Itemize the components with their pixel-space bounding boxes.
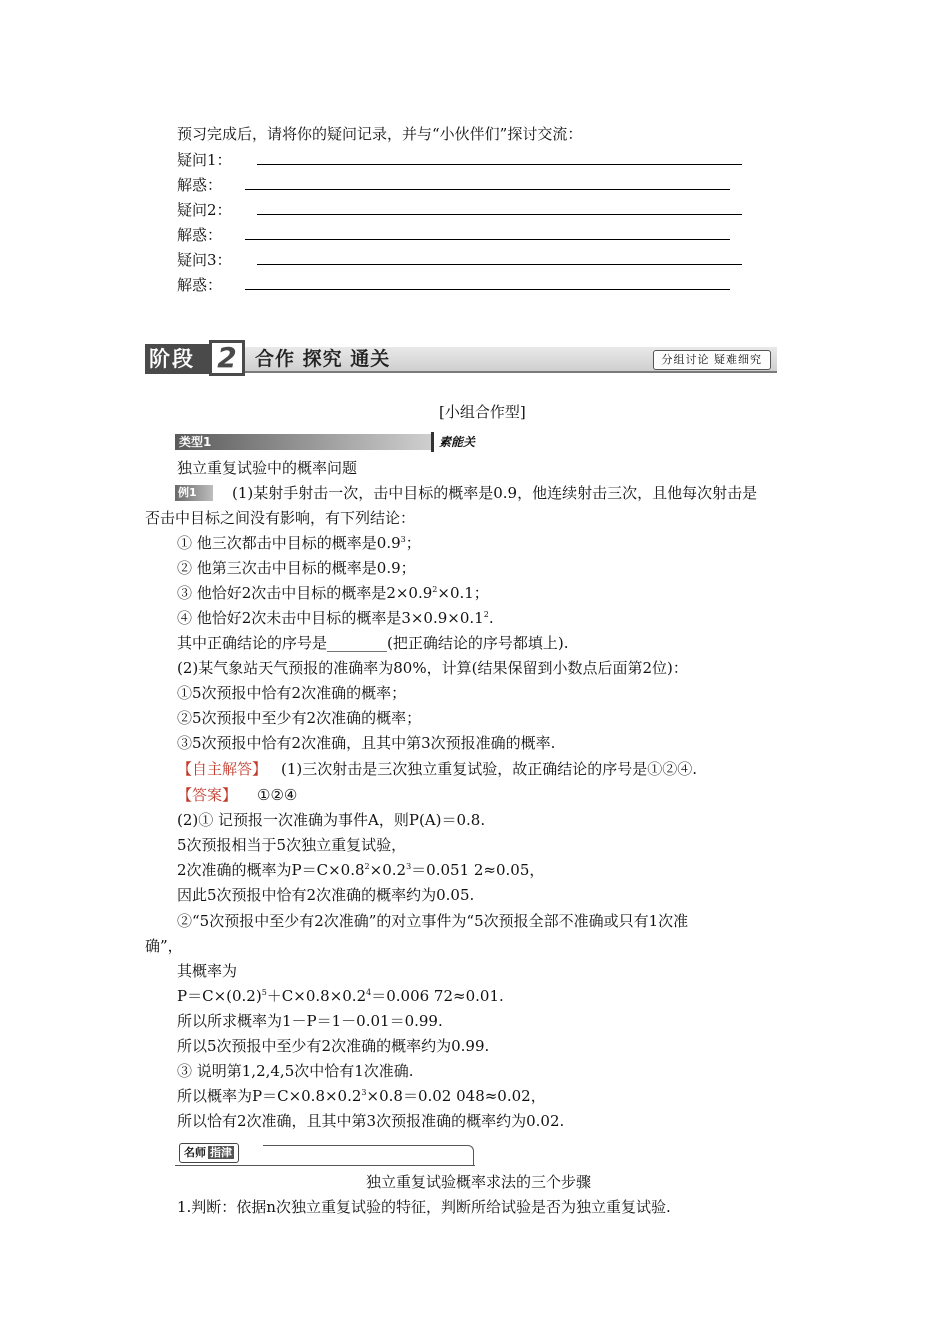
answer-label-2: 解惑： <box>177 226 223 244</box>
conclusion-1-exponent: 3 <box>400 535 406 544</box>
solution-line-3-exp1: 2 <box>364 862 370 871</box>
solution-line-9: 所以所求概率为1－P＝1－0.01＝0.99. <box>177 1012 443 1030</box>
question-field-2[interactable] <box>257 214 742 215</box>
conclusion-2: ② 他第三次击中目标的概率是0.9； <box>177 559 416 577</box>
solution-line-10: 所以5次预报中至少有2次准确的概率约为0.99. <box>177 1037 490 1055</box>
teacher-tip-badge-a: 名师 <box>184 1146 206 1159</box>
solution-line-8-exp2: 4 <box>366 988 372 997</box>
teacher-tip-frame <box>263 1145 474 1166</box>
question-label-1: 疑问1： <box>177 151 232 169</box>
conclusion-1-end: ； <box>405 534 421 552</box>
topic-title: 独立重复试验中的概率问题 <box>177 459 358 477</box>
solution-line-12-a: 所以概率为P＝C×0.8×0.2 <box>177 1087 362 1105</box>
stage-banner <box>145 341 777 374</box>
fill-in-question: 其中正确结论的序号是________(把正确结论的序号都填上). <box>177 634 569 652</box>
self-answer-text: (1)三次射击是三次独立重复试验，故正确结论的序号是①②④. <box>281 760 698 778</box>
answer-label-1: 解惑： <box>177 176 223 194</box>
conclusion-4-exponent: 2 <box>483 610 489 619</box>
solution-line-13: 所以恰有2次准确，且其中第3次预报准确的概率约为0.02. <box>177 1112 565 1130</box>
solution-line-4: 因此5次预报中恰有2次准确的概率约为0.05. <box>177 886 475 904</box>
solution-line-12 <box>177 1086 546 1106</box>
teacher-tip-header <box>175 1143 475 1167</box>
conclusion-4 <box>177 608 494 628</box>
conclusion-3 <box>177 583 489 603</box>
teacher-tip-step-1: 1.判断：依据n次独立重复试验的特征，判断所给试验是否为独立重复试验. <box>177 1198 671 1216</box>
subquestion-1: ①5次预报中恰有2次准确的概率； <box>177 684 407 702</box>
example-part2: (2)某气象站天气预报的准确率为80%，计算(结果保留到小数点后面第2位)： <box>177 659 688 677</box>
stage-title: 合作 探究 通关 <box>255 348 391 370</box>
preview-intro: 预习完成后，请将你的疑问记录，并与“小伙伴们”探讨交流： <box>177 125 583 143</box>
section-heading: [小组合作型] <box>439 403 526 421</box>
solution-line-12-b: ×0.8＝0.02 048≈0.02， <box>366 1087 546 1105</box>
solution-line-3-c: ＝0.051 2≈0.05， <box>411 861 545 879</box>
question-field-1[interactable] <box>257 164 742 165</box>
solution-line-3-a: 2次准确的概率为P＝C×0.8 <box>177 861 365 879</box>
stage-label: 阶段 <box>145 344 245 374</box>
solution-line-8-exp1: 5 <box>261 988 267 997</box>
teacher-tip-badge <box>179 1143 239 1163</box>
solution-line-3-exp2: 3 <box>406 862 412 871</box>
question-label-2: 疑问2： <box>177 201 232 219</box>
conclusion-3-exponent: 2 <box>432 585 438 594</box>
solution-line-8-a: P＝C×(0.2) <box>177 987 262 1005</box>
type-bar <box>175 432 476 452</box>
answer-label: 【答案】 <box>177 786 238 804</box>
example-part1-line1: (1)某射手射击一次，击中目标的概率是0.9，他连续射击三次，且他每次射击是 <box>232 484 758 502</box>
skill-label: 素能关 <box>439 435 476 449</box>
answer-field-1[interactable] <box>245 189 730 190</box>
solution-line-3-b: ×0.2 <box>369 861 407 879</box>
answer-line <box>177 785 297 805</box>
self-answer <box>177 759 697 779</box>
conclusion-1-text: ① 他三次都击中目标的概率是0.9 <box>177 534 401 552</box>
subquestion-2: ②5次预报中至少有2次准确的概率； <box>177 709 422 727</box>
example-tag: 例1 <box>175 485 213 501</box>
solution-line-3 <box>177 860 544 880</box>
conclusion-3-end: ×0.1； <box>437 584 489 602</box>
solution-line-6: 确”， <box>145 937 183 955</box>
answer-field-2[interactable] <box>245 239 730 240</box>
conclusion-4-end: . <box>488 609 494 627</box>
solution-line-5: ②“5次预报中至少有2次准确”的对立事件为“5次预报全部不准确或只有1次准 <box>177 912 689 930</box>
self-answer-label: 【自主解答】 <box>177 760 268 778</box>
solution-line-11: ③ 说明第1,2,4,5次中恰有1次准确. <box>177 1062 414 1080</box>
type-label: 类型1 <box>179 435 212 449</box>
example-part1-line2: 否击中目标之间没有影响，有下列结论： <box>145 509 416 527</box>
answer-field-3[interactable] <box>245 289 730 290</box>
question-label-3: 疑问3： <box>177 251 232 269</box>
conclusion-3-text: ③ 他恰好2次击中目标的概率是2×0.9 <box>177 584 433 602</box>
teacher-tip-badge-b: 指津 <box>210 1146 232 1159</box>
solution-line-2: 5次预报相当于5次独立重复试验， <box>177 836 407 854</box>
question-field-3[interactable] <box>257 264 742 265</box>
subquestion-3: ③5次预报中恰有2次准确，且其中第3次预报准确的概率. <box>177 734 556 752</box>
solution-line-7: 其概率为 <box>177 962 238 980</box>
solution-line-12-exp: 3 <box>361 1088 367 1097</box>
teacher-tip-title: 独立重复试验概率求法的三个步骤 <box>366 1173 592 1191</box>
conclusion-1 <box>177 533 421 553</box>
solution-line-8-b: ＋C×0.8×0.2 <box>266 987 367 1005</box>
type-bar-separator <box>431 432 434 452</box>
solution-line-1: (2)① 记预报一次准确为事件A，则P(A)＝0.8. <box>177 811 486 829</box>
solution-line-8-c: ＝0.006 72≈0.01. <box>371 987 504 1005</box>
conclusion-4-text: ④ 他恰好2次未击中目标的概率是3×0.9×0.1 <box>177 609 484 627</box>
stage-tag: 分组讨论 疑难细究 <box>653 350 772 370</box>
type-bar-fill <box>175 434 431 450</box>
answer-label-3: 解惑： <box>177 276 223 294</box>
solution-line-8 <box>177 986 504 1006</box>
teacher-tip-rule <box>175 1165 475 1166</box>
answer-value: ①②④ <box>257 786 298 804</box>
stage-number: 2 <box>209 340 245 376</box>
